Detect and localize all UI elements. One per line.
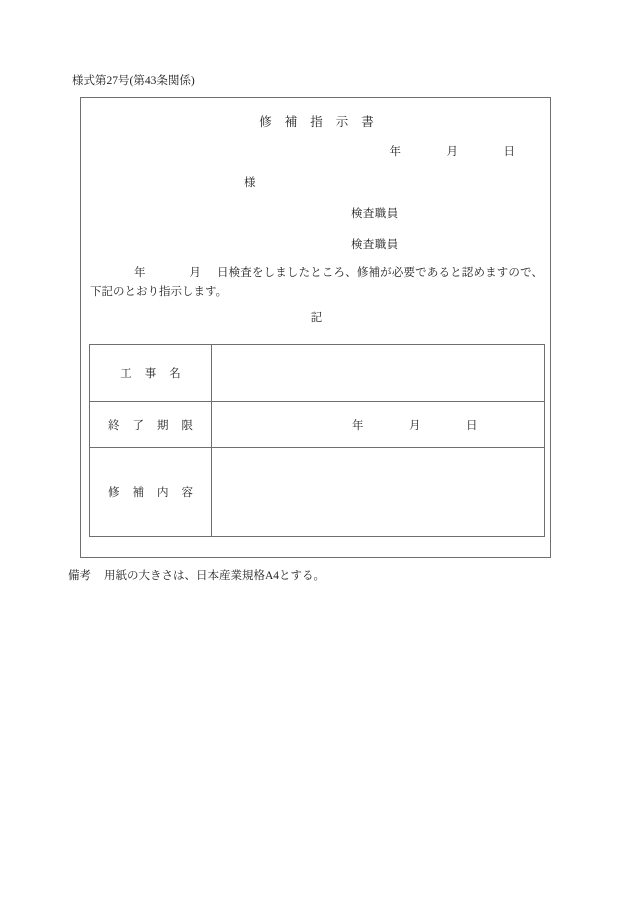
form-frame: [80, 97, 551, 558]
body-paragraph-text: 日検査をしましたところ、修補が必要であると認めますので、下記のとおり指示します。: [90, 267, 543, 298]
table-row: [90, 345, 545, 402]
row-label-text: 終了期限: [108, 419, 206, 432]
row-value-construction-name[interactable]: [212, 345, 545, 402]
inspector-line-1: 検査職員: [351, 208, 399, 220]
table-row: [90, 402, 545, 448]
row-label-deadline: [90, 402, 212, 448]
row-value-deadline[interactable]: [212, 402, 545, 448]
addressee-label: 様: [244, 177, 256, 189]
ki-marker: 記: [310, 312, 323, 324]
footnote-label: 備考: [68, 570, 91, 582]
footnote-text: 用紙の大きさは、日本産業規格A4とする。: [104, 570, 326, 582]
row-value-repair-details[interactable]: [212, 448, 545, 537]
deadline-date-blank: 年 月 日: [352, 419, 495, 432]
body-paragraph: [90, 264, 543, 302]
inspection-date-blank: 年 月: [134, 267, 217, 279]
page-title: 修補指示書: [259, 115, 387, 129]
row-label-text: 修補内容: [108, 487, 206, 499]
row-label-text: 工事名: [120, 368, 194, 380]
issue-date-line: 年 月 日: [389, 146, 532, 158]
row-label-repair-details: [90, 448, 212, 537]
table-row: [90, 448, 545, 537]
footnote: [68, 567, 325, 583]
row-label-construction-name: [90, 345, 212, 402]
detail-table: [89, 344, 545, 537]
form-number: 様式第27号(第43条関係): [72, 75, 195, 87]
inspector-line-2: 検査職員: [351, 239, 399, 251]
